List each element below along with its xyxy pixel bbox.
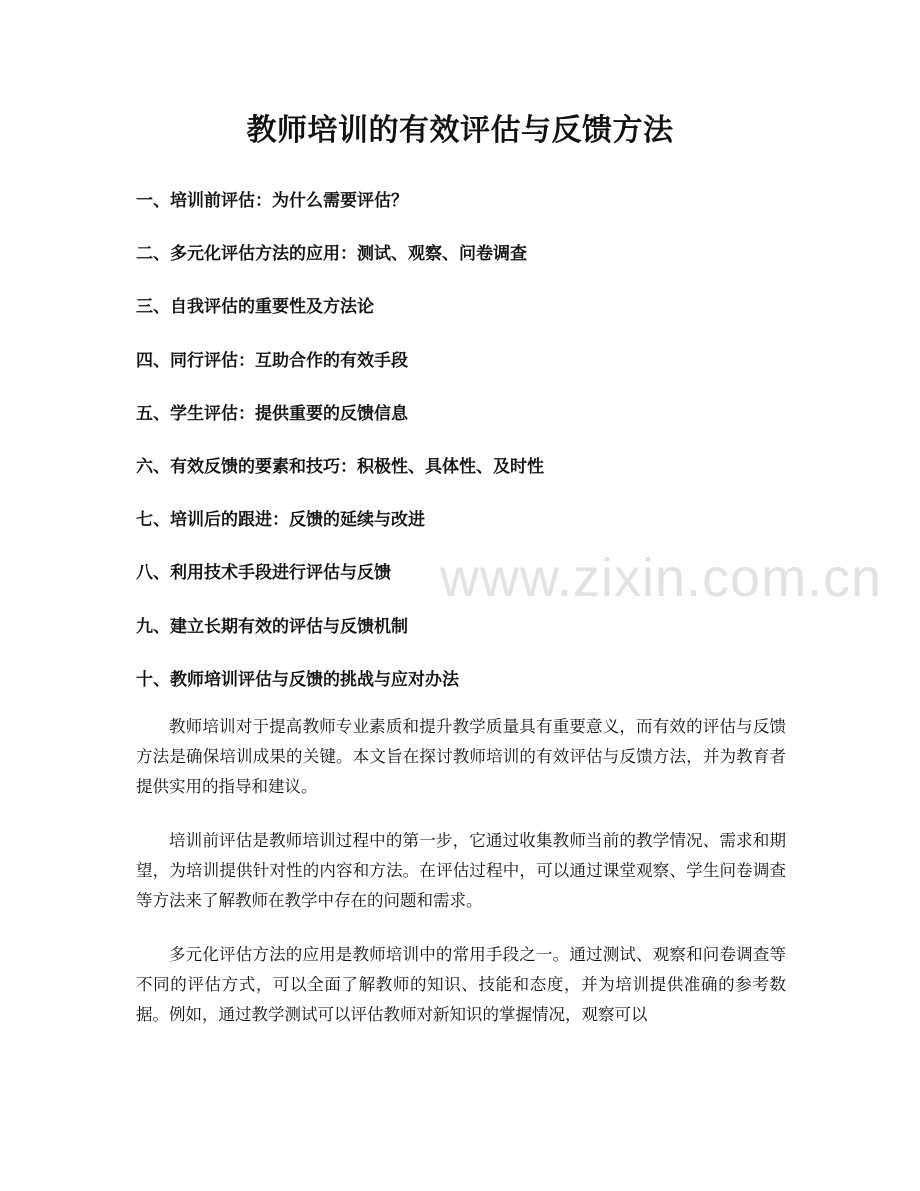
toc-item-4: 四、同行评估：互助合作的有效手段 <box>136 350 408 371</box>
body-text <box>136 712 786 1054</box>
toc-item-6: 六、有效反馈的要素和技巧：积极性、具体性、及时性 <box>136 456 544 477</box>
toc-item-3: 三、自我评估的重要性及方法论 <box>136 297 374 318</box>
toc-item-7: 七、培训后的跟进：反馈的延续与改进 <box>136 510 425 531</box>
toc-item-8: 八、利用技术手段进行评估与反馈 <box>136 563 391 584</box>
paragraph-pre-training: 培训前评估是教师培训过程中的第一步，它通过收集教师当前的教学情况、需求和期望，为培训提供针对性的内容和方法。在评估过程中，可以通过课堂观察、学生问卷调查等方法来了解教师在教学中存在的问题和需求。 <box>136 831 786 910</box>
watermark: www.zixin.com.cn <box>440 548 883 608</box>
toc-item-9: 九、建立长期有效的评估与反馈机制 <box>136 616 408 637</box>
toc-item-2: 二、多元化评估方法的应用：测试、观察、问卷调查 <box>136 244 527 265</box>
toc-item-10: 十、教师培训评估与反馈的挑战与应对办法 <box>136 669 459 690</box>
toc-item-5: 五、学生评估：提供重要的反馈信息 <box>136 403 408 424</box>
toc-item-1: 一、培训前评估：为什么需要评估？ <box>136 191 408 211</box>
paragraph-methods: 多元化评估方法的应用是教师培训中的常用手段之一。通过测试、观察和问卷调查等不同的评估方式，可以全面了解教师的知识、技能和态度，并为培训提供准确的参考数据。例如，通过教学测试可以评估教师对新知识的掌握情况，观察可以 <box>136 945 786 1024</box>
page-title: 教师培训的有效评估与反馈方法 <box>246 113 674 148</box>
paragraph-intro: 教师培训对于提高教师专业素质和提升教学质量具有重要意义，而有效的评估与反馈方法是确保培训成果的关键。本文旨在探讨教师培训的有效评估与反馈方法，并为教育者提供实用的指导和建议。 <box>136 717 786 796</box>
table-of-contents <box>136 186 796 718</box>
